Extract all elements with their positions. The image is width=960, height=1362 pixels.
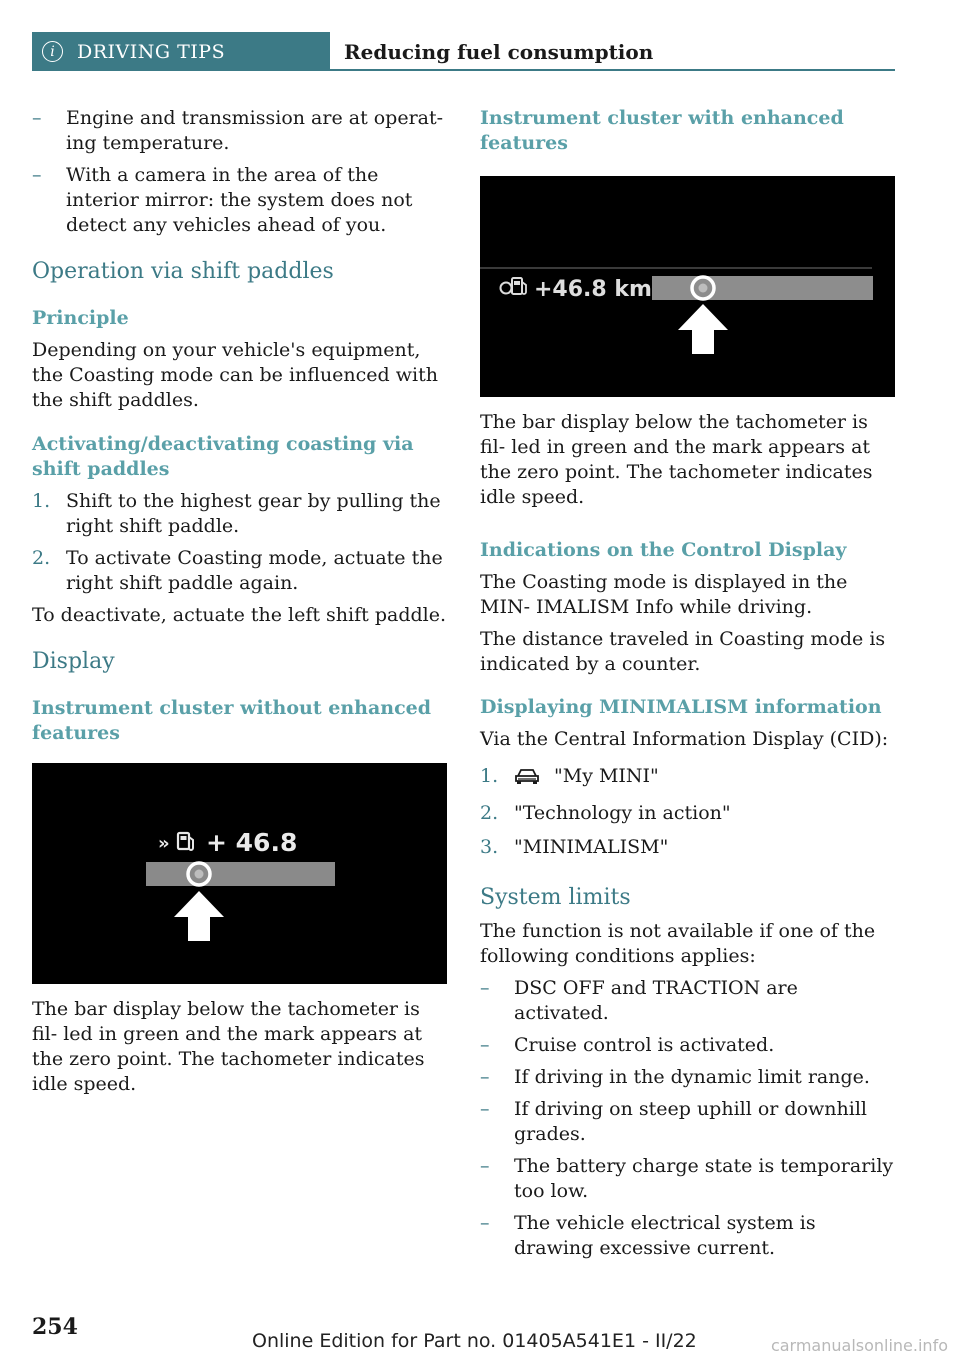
up-arrow-icon xyxy=(678,304,728,354)
list-item: 2. "Technology in action" xyxy=(480,802,731,824)
heading-indications: Indications on the Control Display xyxy=(480,539,847,561)
heading-principle: Principle xyxy=(32,307,129,329)
heading-display: Display xyxy=(32,649,115,674)
fuel-pump-icon xyxy=(501,278,527,294)
right-column xyxy=(480,106,896,1268)
page-number: 254 xyxy=(32,1314,78,1340)
car-icon xyxy=(514,767,540,792)
list-item: 1. "My MINI" xyxy=(480,764,896,792)
heading-activating: Activating/deactivating coasting via shift paddles xyxy=(32,433,414,480)
cluster-illustration xyxy=(32,763,447,984)
list-item: – With a camera in the area of the interior mirror: the system does not detect any vehicles ahead of you. xyxy=(32,164,413,236)
edition-footer: Online Edition for Part no. 01405A541E1 - II/22 xyxy=(252,1330,697,1352)
conditions-list xyxy=(32,106,448,238)
list-item: 3. "MINIMALISM" xyxy=(480,836,669,858)
range-readout: +46.8 km xyxy=(534,277,652,302)
section-title: Reducing fuel consumption xyxy=(344,40,654,64)
figure-caption: The bar display below the tachometer is fil‐ led in green and the mark appears at the zero point. The tachometer indicates idle speed. xyxy=(480,411,873,508)
svg-text:»: » xyxy=(158,833,170,854)
cluster-illustration-enhanced xyxy=(480,176,895,397)
list-item: – Cruise control is activated. xyxy=(480,1034,775,1056)
heading-operation: Operation via shift paddles xyxy=(32,259,334,284)
list-item: – The battery charge state is temporarily too low. xyxy=(480,1155,894,1202)
list-item: – If driving in the dynamic limit range. xyxy=(480,1066,870,1088)
figure-caption: The bar display below the tachometer is fil‐ led in green and the mark appears at the zero point. The tachometer indicates idle speed. xyxy=(32,998,425,1095)
info-icon: i xyxy=(42,41,63,62)
fuel-pump-icon xyxy=(158,833,193,854)
limits-intro: The function is not available if one of the following conditions applies: xyxy=(480,920,876,967)
cid-steps-list xyxy=(480,764,896,860)
chapter-label: DRIVING TIPS xyxy=(77,40,226,63)
cluster-figure-enhanced xyxy=(480,176,895,397)
list-item: 2. To activate Coasting mode, actuate the right shift paddle again. xyxy=(32,547,443,594)
list-item: – If driving on steep uphill or downhill grades. xyxy=(480,1098,867,1145)
via-cid-text: Via the Central Information Display (CID): xyxy=(480,728,889,750)
limits-list xyxy=(480,976,896,1261)
steps-list xyxy=(32,489,448,596)
list-item: – DSC OFF and TRACTION are activated. xyxy=(480,977,798,1024)
up-arrow-icon xyxy=(174,891,224,941)
list-item: – The vehicle electrical system is drawing excessive current. xyxy=(480,1212,816,1259)
watermark: carmanualsonline.info xyxy=(770,1336,948,1355)
header-rule xyxy=(330,69,895,71)
list-item: – Engine and transmission are at operat‐ ing temperature. xyxy=(32,107,444,154)
principle-text: Depending on your vehicle's equipment, the Coasting mode can be influenced with the shift paddles. xyxy=(32,339,438,411)
counter-text: The distance traveled in Coasting mode is indicated by a counter. xyxy=(480,628,886,675)
deactivate-text: To deactivate, actuate the left shift paddle. xyxy=(32,604,447,626)
coasting-bar xyxy=(146,862,335,886)
heading-with-enhanced: Instrument cluster with enhanced features xyxy=(480,107,844,154)
range-readout: + 46.8 xyxy=(206,828,298,857)
page-header xyxy=(32,32,895,71)
list-item: 1. Shift to the highest gear by pulling the right shift paddle. xyxy=(32,490,441,537)
heading-without-enhanced: Instrument cluster without enhanced features xyxy=(32,697,432,744)
chapter-tab[interactable] xyxy=(32,32,330,71)
indications-text: The Coasting mode is displayed in the MIN‐ IMALISM Info while driving. xyxy=(480,571,848,618)
heading-displaying: Displaying MINIMALISM information xyxy=(480,696,882,718)
left-column xyxy=(32,106,448,1104)
cluster-figure-basic xyxy=(32,763,447,984)
heading-system-limits: System limits xyxy=(480,885,631,910)
coasting-bar xyxy=(652,276,873,300)
